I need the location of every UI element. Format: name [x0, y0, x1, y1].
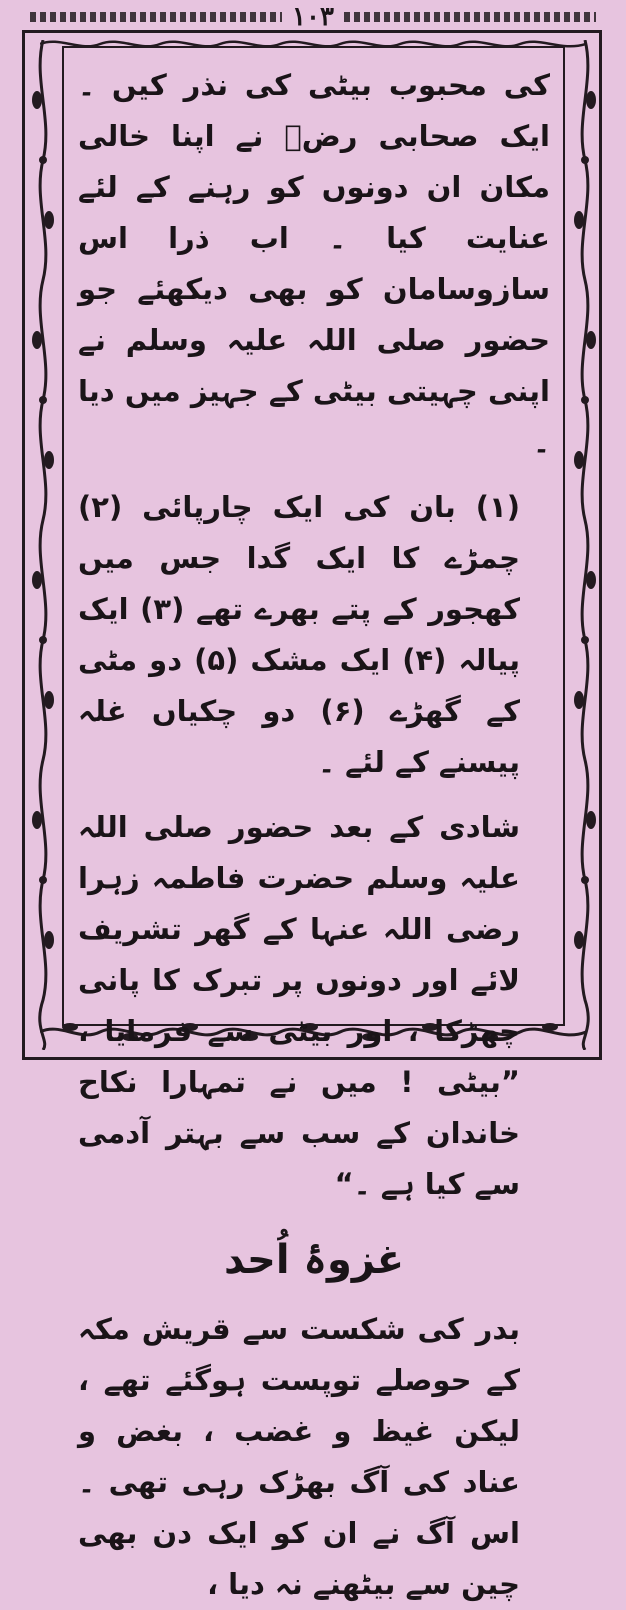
- floral-border-right: [572, 40, 598, 1050]
- header-ornament-right: [344, 12, 596, 22]
- header-ornament-left: [30, 12, 282, 22]
- page-text: [78, 60, 550, 1601]
- page-number: ١٠٣: [292, 2, 334, 32]
- paragraph-dowry-list: (۱) بان کی ایک چارپائی (۲) چمڑے کا ایک گدا جس میں کھجور کے پتے بھرے تھے (۳) ایک پیالہ (۴) ایک مشک (۵) دو مٹی کے گھڑے (۶) دو چکیاں غلہ پیسنے کے لئے ۔: [78, 490, 520, 779]
- paragraph-after-marriage: شادی کے بعد حضور صلی اللہ علیہ وسلم حضرت فاطمہ زہرا رضی اللہ عنہا کے گھر تشریف لائے اور دونوں پر تبرک کا پانی چھڑکا ، اور بیٹی سے فرمایا ، ”بیٹی ! میں نے تمہارا نکاح خاندان کے سب سے بہتر آدمی سے کیا ہے ۔“: [78, 810, 520, 1201]
- page-header: [20, 2, 606, 32]
- paragraph-uhud-intro: بدر کی شکست سے قریش مکہ کے حوصلے توپست ہوگئے تھے ، لیکن غیظ و غضب ، بغض و عناد کی آگ بھڑک رہی تھی ۔ اس آگ نے ان کو ایک دن بھی چین سے بیٹھنے نہ دیا ،: [78, 1312, 520, 1601]
- section-heading-ghazwa-uhud: غزوۂ اُحد: [223, 1237, 405, 1283]
- floral-border-left: [30, 40, 56, 1050]
- paragraph-dowry-intro: کی محبوب بیٹی کی نذر کیں ۔ ایک صحابی رضؓ نے اپنا خالی مکان ان دونوں کو رہنے کے لئے عنایت کیا ۔ اب ذرا اس سازوسامان کو بھی دیکھئے جو حضور صلی اللہ علیہ وسلم نے اپنی چہیتی بیٹی کے جہیز میں دیا ۔: [78, 68, 550, 459]
